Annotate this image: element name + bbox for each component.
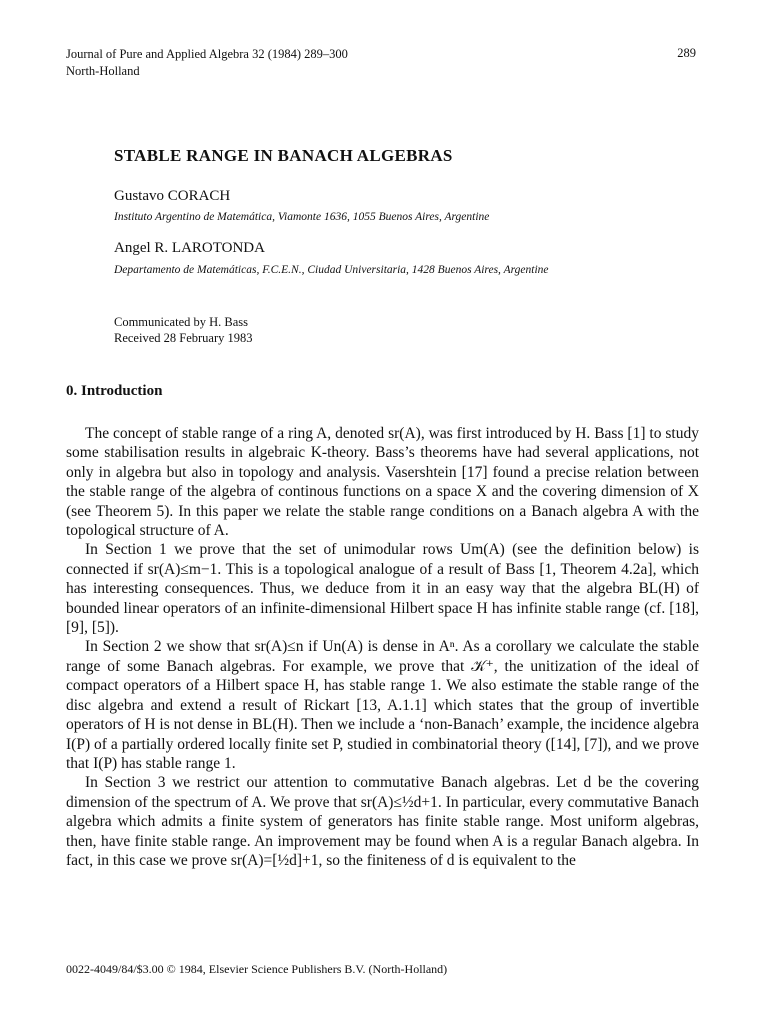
- body-paragraph: In Section 2 we show that sr(A)≤n if Un(A) is dense in Aⁿ. As a corollary we calculate the stable range of some Banach algebras. For example, we prove that 𝒦⁺, the unitization of the ideal of compact operators of a Hilbert space H, has stable range 1. We also estimate the stable range of the disc algebra and extend a result of Rickart [13, A.1.1] which states that the group of invertible operators of H is not dense in BL(H). Then we include a ‘non-Banach’ example, the incidence algebra I(P) of a partially ordered locally finite set P, studied in combinatorial theory ([14], [7]), and we prove that I(P) has stable range 1.: [66, 638, 699, 772]
- article-title: STABLE RANGE IN BANACH ALGEBRAS: [114, 146, 453, 165]
- running-header: [66, 46, 348, 80]
- body-paragraph: In Section 1 we prove that the set of unimodular rows Um(A) (see the definition below) is connected if sr(A)≤m−1. This is a topological analogue of a result of Bass [1, Theorem 4.2a], which has interesting consequences. Thus, we deduce from it in an easy way that the algebra BL(H) of bounded linear operators of an infinite-dimensional Hilbert space H has infinite stable range (cf. [18], [9], [5]).: [66, 541, 699, 637]
- journal-citation: Journal of Pure and Applied Algebra 32 (1984) 289–300: [66, 47, 348, 61]
- copyright-footer: 0022-4049/84/$3.00 © 1984, Elsevier Science Publishers B.V. (North-Holland): [66, 962, 448, 976]
- article-body: [66, 424, 699, 870]
- body-paragraph: In Section 3 we restrict our attention to commutative Banach algebras. Let d be the covering dimension of the spectrum of A. We prove that sr(A)≤½d+1. In particular, every commutative Banach algebra which admits a finite system of generators has finite stable range. Most uniform algebras, then, have finite stable range. An improvement may be found when A is a regular Banach algebra. In fact, in this case we prove sr(A)=[½d]+1, so the finiteness of d is equivalent to the: [66, 774, 699, 869]
- submission-info: [114, 314, 253, 346]
- author-name: Angel R. LAROTONDA: [114, 240, 265, 256]
- author-name: Gustavo CORACH: [114, 188, 231, 204]
- communicated-by: Communicated by H. Bass: [114, 315, 249, 329]
- section-heading: 0. Introduction: [66, 383, 163, 399]
- page-number: 289: [677, 46, 696, 60]
- author-affiliation: Instituto Argentino de Matemática, Viamonte 1636, 1055 Buenos Aires, Argentine: [114, 211, 490, 223]
- received-date: Received 28 February 1983: [114, 331, 253, 345]
- publisher-name: North-Holland: [66, 64, 140, 78]
- body-paragraph: The concept of stable range of a ring A, denoted sr(A), was first introduced by H. Bass [1] to study some stabilisation results in algebraic K-theory. Bass’s theorems have had several applications, not only in algebra but also in topology and analysis. Vasershtein [17] found a precise relation between the stable range of the algebra of continous functions on a space X and the covering dimension of X (see Theorem 5). In this paper we relate the stable range conditions on a Banach algebra A with the topological structure of A.: [66, 425, 699, 540]
- author-affiliation: Departamento de Matemáticas, F.C.E.N., Ciudad Universitaria, 1428 Buenos Aires, Argentine: [114, 264, 549, 276]
